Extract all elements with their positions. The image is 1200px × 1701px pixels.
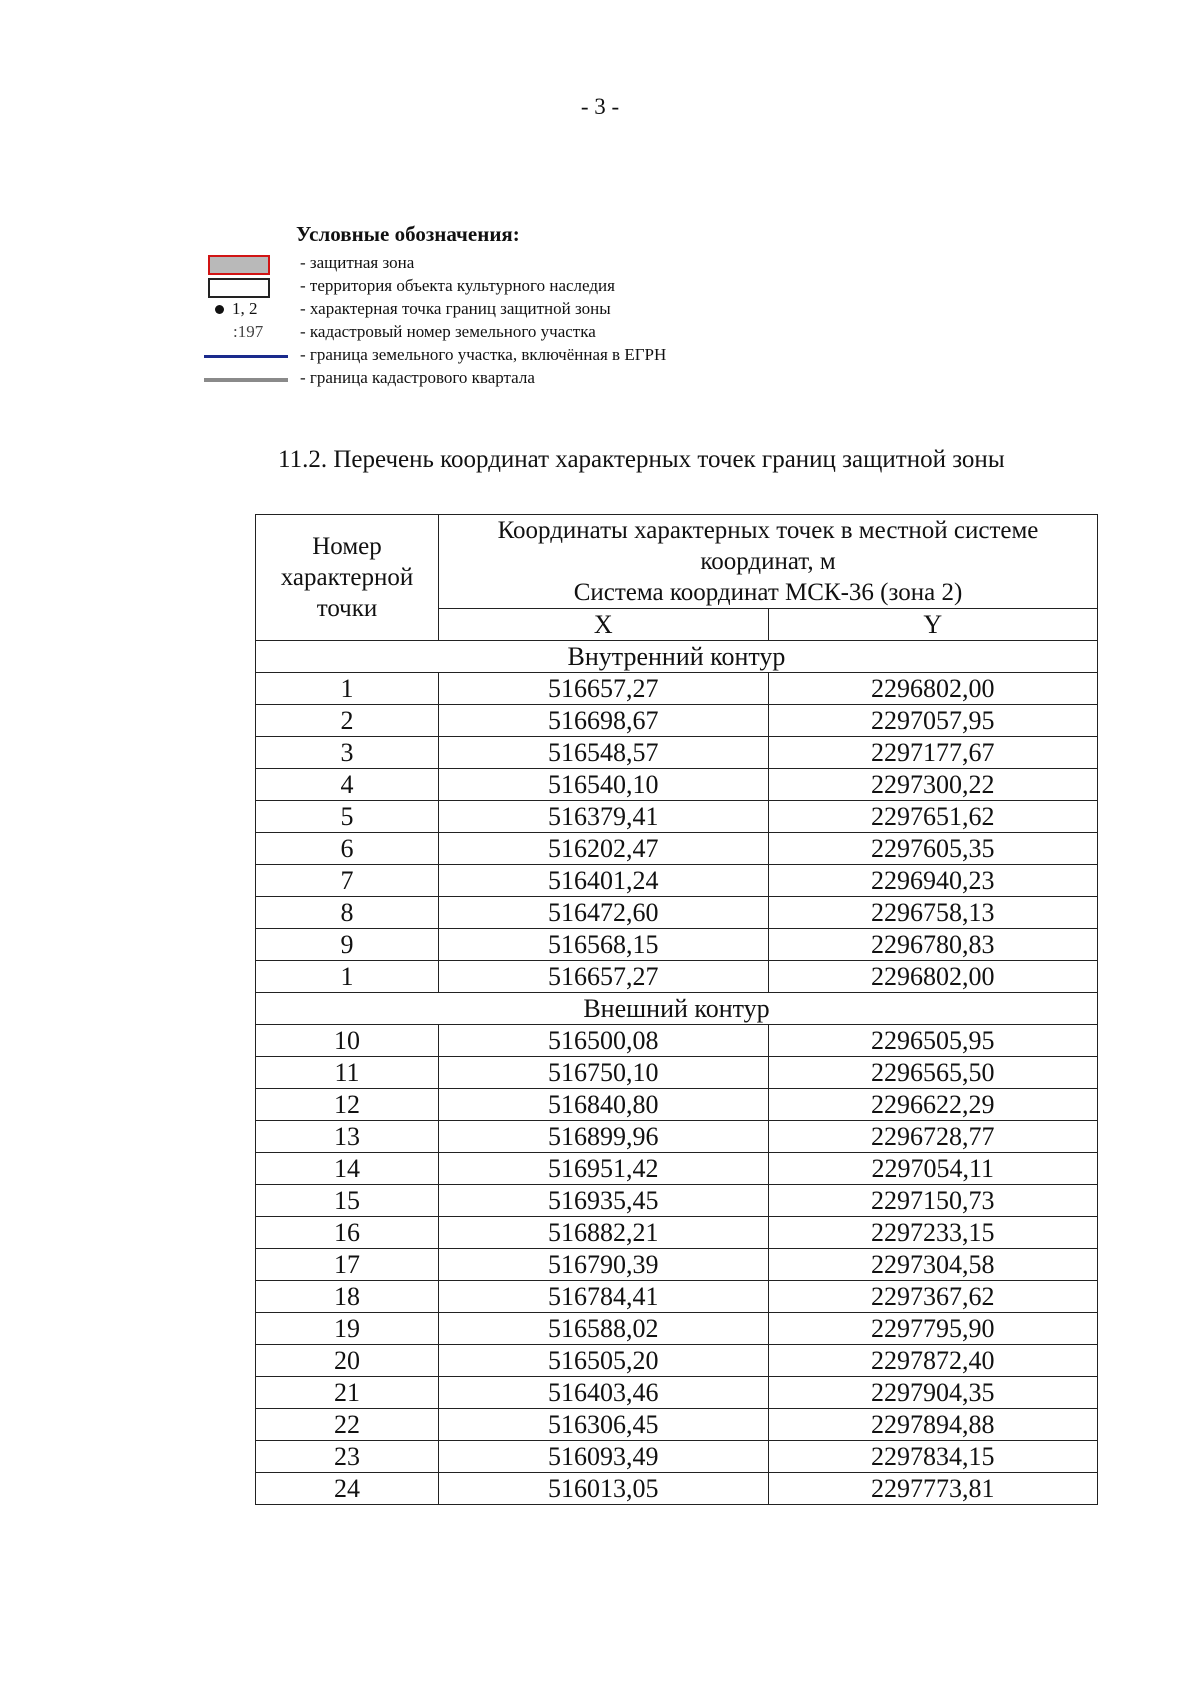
- header-y: Y: [768, 609, 1098, 641]
- table-header-row: [256, 515, 1098, 609]
- table-row: [256, 801, 1098, 833]
- y-coordinate-cell: 2297304,58: [768, 1249, 1098, 1281]
- y-coordinate-cell: 2297795,90: [768, 1313, 1098, 1345]
- point-number-cell: 13: [256, 1121, 439, 1153]
- point-number-cell: 23: [256, 1441, 439, 1473]
- legend-item-text: - кадастровый номер земельного участка: [300, 322, 596, 341]
- table-row: [256, 769, 1098, 801]
- table-row: [256, 1089, 1098, 1121]
- point-number-cell: 24: [256, 1473, 439, 1505]
- y-coordinate-cell: 2296802,00: [768, 673, 1098, 705]
- contour-label-row-inner: [256, 641, 1098, 673]
- x-coordinate-cell: 516698,67: [439, 705, 769, 737]
- point-number-cell: 4: [256, 769, 439, 801]
- land-plot-boundary-line-icon: [200, 344, 290, 367]
- y-coordinate-cell: 2297651,62: [768, 801, 1098, 833]
- x-coordinate-cell: 516657,27: [439, 961, 769, 993]
- point-number-cell: 9: [256, 929, 439, 961]
- table-row: [256, 1249, 1098, 1281]
- x-coordinate-cell: 516540,10: [439, 769, 769, 801]
- x-coordinate-cell: 516401,24: [439, 865, 769, 897]
- point-number-cell: 15: [256, 1185, 439, 1217]
- legend-item-text: - граница кадастрового квартала: [300, 368, 535, 387]
- table-row: [256, 737, 1098, 769]
- x-coordinate-cell: 516093,49: [439, 1441, 769, 1473]
- x-coordinate-cell: 516882,21: [439, 1217, 769, 1249]
- table-row: [256, 1473, 1098, 1505]
- contour-label: Внешний контур: [256, 993, 1098, 1025]
- point-number-cell: 17: [256, 1249, 439, 1281]
- table-row: [256, 1377, 1098, 1409]
- y-coordinate-cell: 2297057,95: [768, 705, 1098, 737]
- x-coordinate-cell: 516790,39: [439, 1249, 769, 1281]
- section-heading: 11.2. Перечень координат характерных точек границ защитной зоны: [278, 446, 1005, 473]
- y-coordinate-cell: 2297904,35: [768, 1377, 1098, 1409]
- table-row: [256, 705, 1098, 737]
- y-coordinate-cell: 2297894,88: [768, 1409, 1098, 1441]
- x-coordinate-cell: 516500,08: [439, 1025, 769, 1057]
- point-number-cell: 7: [256, 865, 439, 897]
- protective-zone-swatch-icon: [200, 252, 290, 275]
- legend-item-text: - граница земельного участка, включённая в ЕГРН: [300, 345, 667, 364]
- legend-item-characteristic-point: [200, 298, 900, 321]
- x-coordinate-cell: 516588,02: [439, 1313, 769, 1345]
- y-coordinate-cell: 2297233,15: [768, 1217, 1098, 1249]
- table-row: [256, 1025, 1098, 1057]
- y-coordinate-cell: 2297054,11: [768, 1153, 1098, 1185]
- legend-item-text: - характерная точка границ защитной зоны: [300, 299, 611, 318]
- table-row: [256, 929, 1098, 961]
- table-row: [256, 1441, 1098, 1473]
- header-coords-title: [439, 515, 1098, 609]
- point-number-cell: 6: [256, 833, 439, 865]
- x-coordinate-cell: 516505,20: [439, 1345, 769, 1377]
- y-coordinate-cell: 2296622,29: [768, 1089, 1098, 1121]
- y-coordinate-cell: 2297367,62: [768, 1281, 1098, 1313]
- header-x: X: [439, 609, 769, 641]
- coordinates-table: [255, 514, 1098, 1505]
- page-number: - 3 -: [580, 94, 620, 119]
- x-coordinate-cell: 516306,45: [439, 1409, 769, 1441]
- point-number-cell: 1: [256, 673, 439, 705]
- table-row: [256, 897, 1098, 929]
- y-coordinate-cell: 2296802,00: [768, 961, 1098, 993]
- table-row: [256, 833, 1098, 865]
- table-row: [256, 1345, 1098, 1377]
- table-row: [256, 1281, 1098, 1313]
- x-coordinate-cell: 516472,60: [439, 897, 769, 929]
- cadastral-symbol-label: :197: [233, 322, 264, 341]
- header-point-number: Номер характерной точки: [256, 515, 439, 641]
- legend-item-text: - защитная зона: [300, 253, 415, 272]
- y-coordinate-cell: 2297150,73: [768, 1185, 1098, 1217]
- x-coordinate-cell: 516935,45: [439, 1185, 769, 1217]
- point-number-cell: 5: [256, 801, 439, 833]
- x-coordinate-cell: 516013,05: [439, 1473, 769, 1505]
- table-row: [256, 865, 1098, 897]
- legend-item-cadastral-number: [200, 321, 900, 344]
- point-number-cell: 20: [256, 1345, 439, 1377]
- table-row: [256, 1217, 1098, 1249]
- y-coordinate-cell: 2297834,15: [768, 1441, 1098, 1473]
- point-number-cell: 21: [256, 1377, 439, 1409]
- x-coordinate-cell: 516750,10: [439, 1057, 769, 1089]
- y-coordinate-cell: 2296780,83: [768, 929, 1098, 961]
- point-number-cell: 2: [256, 705, 439, 737]
- point-number-cell: 8: [256, 897, 439, 929]
- x-coordinate-cell: 516657,27: [439, 673, 769, 705]
- heritage-territory-swatch-icon: [200, 275, 290, 298]
- legend-item-heritage-territory: [200, 275, 900, 298]
- x-coordinate-cell: 516548,57: [439, 737, 769, 769]
- y-coordinate-cell: 2297773,81: [768, 1473, 1098, 1505]
- table-row: [256, 673, 1098, 705]
- legend-title: Условные обозначения:: [296, 222, 520, 246]
- y-coordinate-cell: 2296505,95: [768, 1025, 1098, 1057]
- point-number-cell: 1: [256, 961, 439, 993]
- header-coords-title-line1: Координаты характерных точек в местной системе координат, м: [497, 517, 1039, 575]
- y-coordinate-cell: 2296728,77: [768, 1121, 1098, 1153]
- x-coordinate-cell: 516840,80: [439, 1089, 769, 1121]
- y-coordinate-cell: 2297872,40: [768, 1345, 1098, 1377]
- table-row: [256, 1153, 1098, 1185]
- contour-label: Внутренний контур: [256, 641, 1098, 673]
- point-number-cell: 18: [256, 1281, 439, 1313]
- table-row: [256, 1057, 1098, 1089]
- header-coords-title-line2: Система координат МСК-36 (зона 2): [573, 579, 963, 606]
- point-number-cell: 14: [256, 1153, 439, 1185]
- point-number-cell: 19: [256, 1313, 439, 1345]
- cadastral-number-icon: [200, 321, 290, 344]
- x-coordinate-cell: 516403,46: [439, 1377, 769, 1409]
- table-row: [256, 1409, 1098, 1441]
- cadastral-quarter-boundary-line-icon: [200, 367, 290, 390]
- legend-item-text: - территория объекта культурного наследия: [300, 276, 615, 295]
- table-row: [256, 1121, 1098, 1153]
- y-coordinate-cell: 2297300,22: [768, 769, 1098, 801]
- point-symbol-label: 1, 2: [232, 299, 258, 318]
- point-number-cell: 10: [256, 1025, 439, 1057]
- x-coordinate-cell: 516784,41: [439, 1281, 769, 1313]
- legend-item-protective-zone: [200, 252, 900, 275]
- legend-item-land-plot-boundary: [200, 344, 900, 367]
- point-number-cell: 3: [256, 737, 439, 769]
- table-row: [256, 961, 1098, 993]
- x-coordinate-cell: 516951,42: [439, 1153, 769, 1185]
- y-coordinate-cell: 2296758,13: [768, 897, 1098, 929]
- point-number-cell: 22: [256, 1409, 439, 1441]
- y-coordinate-cell: 2296940,23: [768, 865, 1098, 897]
- x-coordinate-cell: 516899,96: [439, 1121, 769, 1153]
- y-coordinate-cell: 2297177,67: [768, 737, 1098, 769]
- legend-item-cadastral-quarter-boundary: [200, 367, 900, 390]
- characteristic-point-dot-icon: [200, 298, 290, 321]
- table-row: [256, 1185, 1098, 1217]
- contour-label-row-outer: [256, 993, 1098, 1025]
- table-row: [256, 1313, 1098, 1345]
- x-coordinate-cell: 516202,47: [439, 833, 769, 865]
- y-coordinate-cell: 2296565,50: [768, 1057, 1098, 1089]
- point-number-cell: 16: [256, 1217, 439, 1249]
- x-coordinate-cell: 516379,41: [439, 801, 769, 833]
- x-coordinate-cell: 516568,15: [439, 929, 769, 961]
- point-number-cell: 11: [256, 1057, 439, 1089]
- y-coordinate-cell: 2297605,35: [768, 833, 1098, 865]
- point-number-cell: 12: [256, 1089, 439, 1121]
